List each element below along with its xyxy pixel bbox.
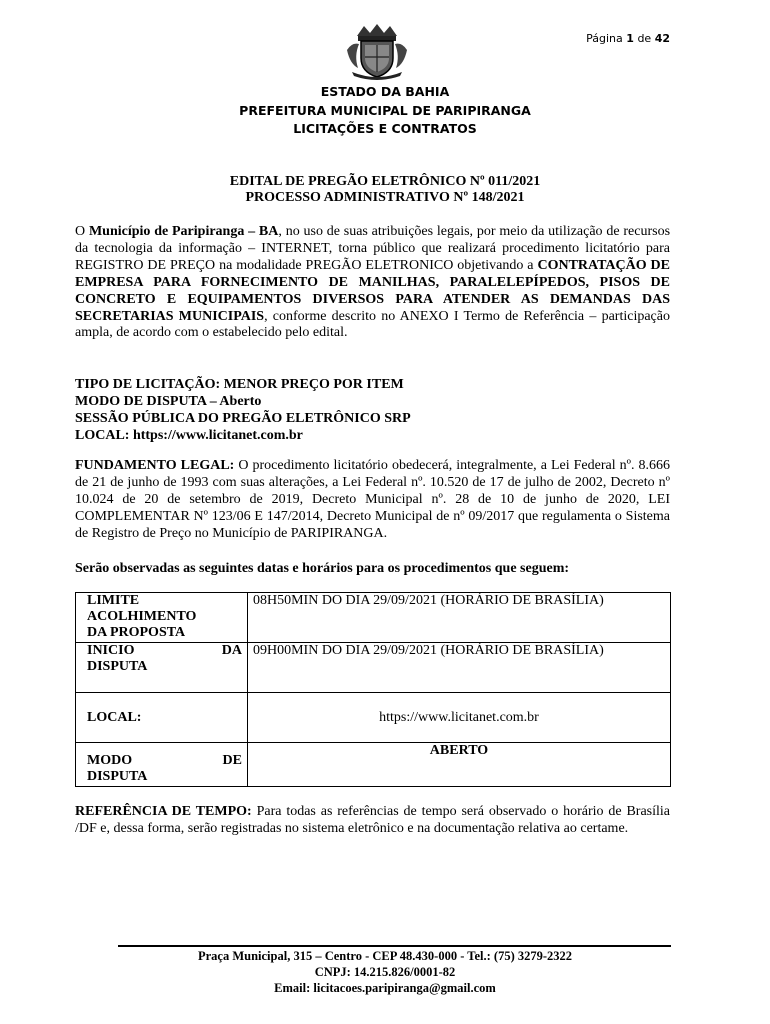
schedule-value: ABERTO (248, 743, 671, 787)
intro-paragraph (75, 224, 670, 342)
label-line: DISPUTA (87, 769, 148, 784)
schedule-value: 09H00MIN DO DIA 29/09/2021 (HORÁRIO DE BRASÍLIA) (248, 643, 671, 693)
tipo-licitacao: TIPO DE LICITAÇÃO: MENOR PREÇO POR ITEM (75, 377, 404, 392)
footer-address: Praça Municipal, 315 – Centro - CEP 48.430-000 - Tel.: (75) 3279-2322 (197, 949, 573, 963)
header-state: ESTADO DA BAHIA (320, 84, 450, 99)
header-prefecture: PREFEITURA MUNICIPAL DE PARIPIRANGA (239, 103, 531, 118)
tender-info-block (75, 376, 670, 444)
datas-intro: Serão observadas as seguintes datas e horários para os procedimentos que seguem: (75, 561, 570, 576)
schedule-value: 08H50MIN DO DIA 29/09/2021 (HORÁRIO DE BRASÍLIA) (248, 593, 671, 643)
modo-disputa: MODO DE DISPUTA – Aberto (75, 394, 262, 409)
table-row (76, 743, 671, 787)
label-line: DISPUTA (87, 659, 148, 674)
document-title: EDITAL DE PREGÃO ELETRÔNICO Nº 011/2021 (229, 174, 541, 189)
footer-cnpj: CNPJ: 14.215.826/0001-82 (314, 965, 456, 979)
footer-email: Email: licitacoes.paripiranga@gmail.com (274, 981, 496, 995)
schedule-label (76, 643, 248, 693)
table-row (76, 643, 671, 693)
sessao-publica: SESSÃO PÚBLICA DO PREGÃO ELETRÔNICO SRP (75, 411, 411, 426)
label-word: DE (222, 753, 242, 768)
municipal-coat-of-arms-icon (344, 22, 410, 80)
schedule-label: LOCAL: (76, 693, 248, 743)
label-word: DA (221, 643, 242, 658)
page-number-of: de (637, 32, 652, 45)
page-number-current: 1 (626, 32, 634, 45)
intro-word: O (75, 224, 86, 239)
footer-divider (118, 945, 671, 947)
referencia-label: REFERÊNCIA DE TEMPO: (75, 804, 252, 819)
intro-municipio: Município de Paripiranga – BA (88, 224, 279, 239)
referencia-paragraph (75, 804, 670, 838)
schedule-label (76, 743, 248, 787)
intro-text-end: , conforme descrito no ANEXO I Termo de Referência – participação ampla, de acordo com o estabelecido pelo edital. (75, 308, 670, 341)
label-word: INICIO (87, 643, 135, 658)
schedule-table (75, 592, 671, 787)
page-number-total: 42 (654, 32, 670, 45)
label-line: DA PROPOSTA (87, 625, 186, 640)
schedule-value: https://www.licitanet.com.br (248, 693, 671, 743)
fundamento-label: FUNDAMENTO LEGAL: (75, 458, 235, 473)
page-number-prefix: Página (586, 32, 623, 45)
header-department: LICITAÇÕES E CONTRATOS (293, 121, 477, 136)
schedule-label (76, 593, 248, 643)
intro-objeto: CONTRATAÇÃO DE EMPRESA PARA FORNECIMENTO DE MANILHAS, PARALELEPÍPEDOS, PISOS DE CONCRETO E EQUIPAMENTOS DIVERSOS PARA ATENDER AS DEMANDAS DAS SECRETARIAS MUNICIPAIS (75, 257, 670, 324)
intro-text: , no uso de suas atribuições legais, por meio da utilização de recursos da tecnologia da informação – INTERNET, torna público que realizará procedimento licitatório para REGISTRO DE PREÇO na modalidade PREGÃO ELETRONICO objetivando a (75, 224, 671, 273)
label-word: MODO (87, 753, 133, 768)
local-url: LOCAL: https://www.licitanet.com.br (75, 428, 303, 443)
fundamento-paragraph (75, 458, 670, 543)
page-number (560, 32, 670, 45)
document-subtitle: PROCESSO ADMINISTRATIVO Nº 148/2021 (245, 190, 525, 205)
fundamento-text: O procedimento licitatório obedecerá, integralmente, a Lei Federal nº. 8.666 de 21 de junho de 1993 com suas alterações, a Lei Federal nº. 10.520 de 17 de julho de 2002, Decreto nº 10.024 de 20 de setembro de 2019, Decreto Municipal nº. 28 de 10 de junho de 2020, LEI COMPLEMENTAR Nº 123/06 E 147/2014, Decreto Municipal de nº 09/2017 que regulamenta o Sistema de Registro de Preço no Município de PARIPIRANGA. (75, 458, 670, 541)
label-line: LIMITE (87, 593, 140, 608)
table-row (76, 593, 671, 643)
referencia-text: Para todas as referências de tempo será observado o horário de Brasília /DF e, dessa forma, serão registradas no sistema eletrônico e na documentação relativa ao certame. (75, 804, 671, 836)
table-row (76, 693, 671, 743)
label-line: ACOLHIMENTO (87, 609, 197, 624)
